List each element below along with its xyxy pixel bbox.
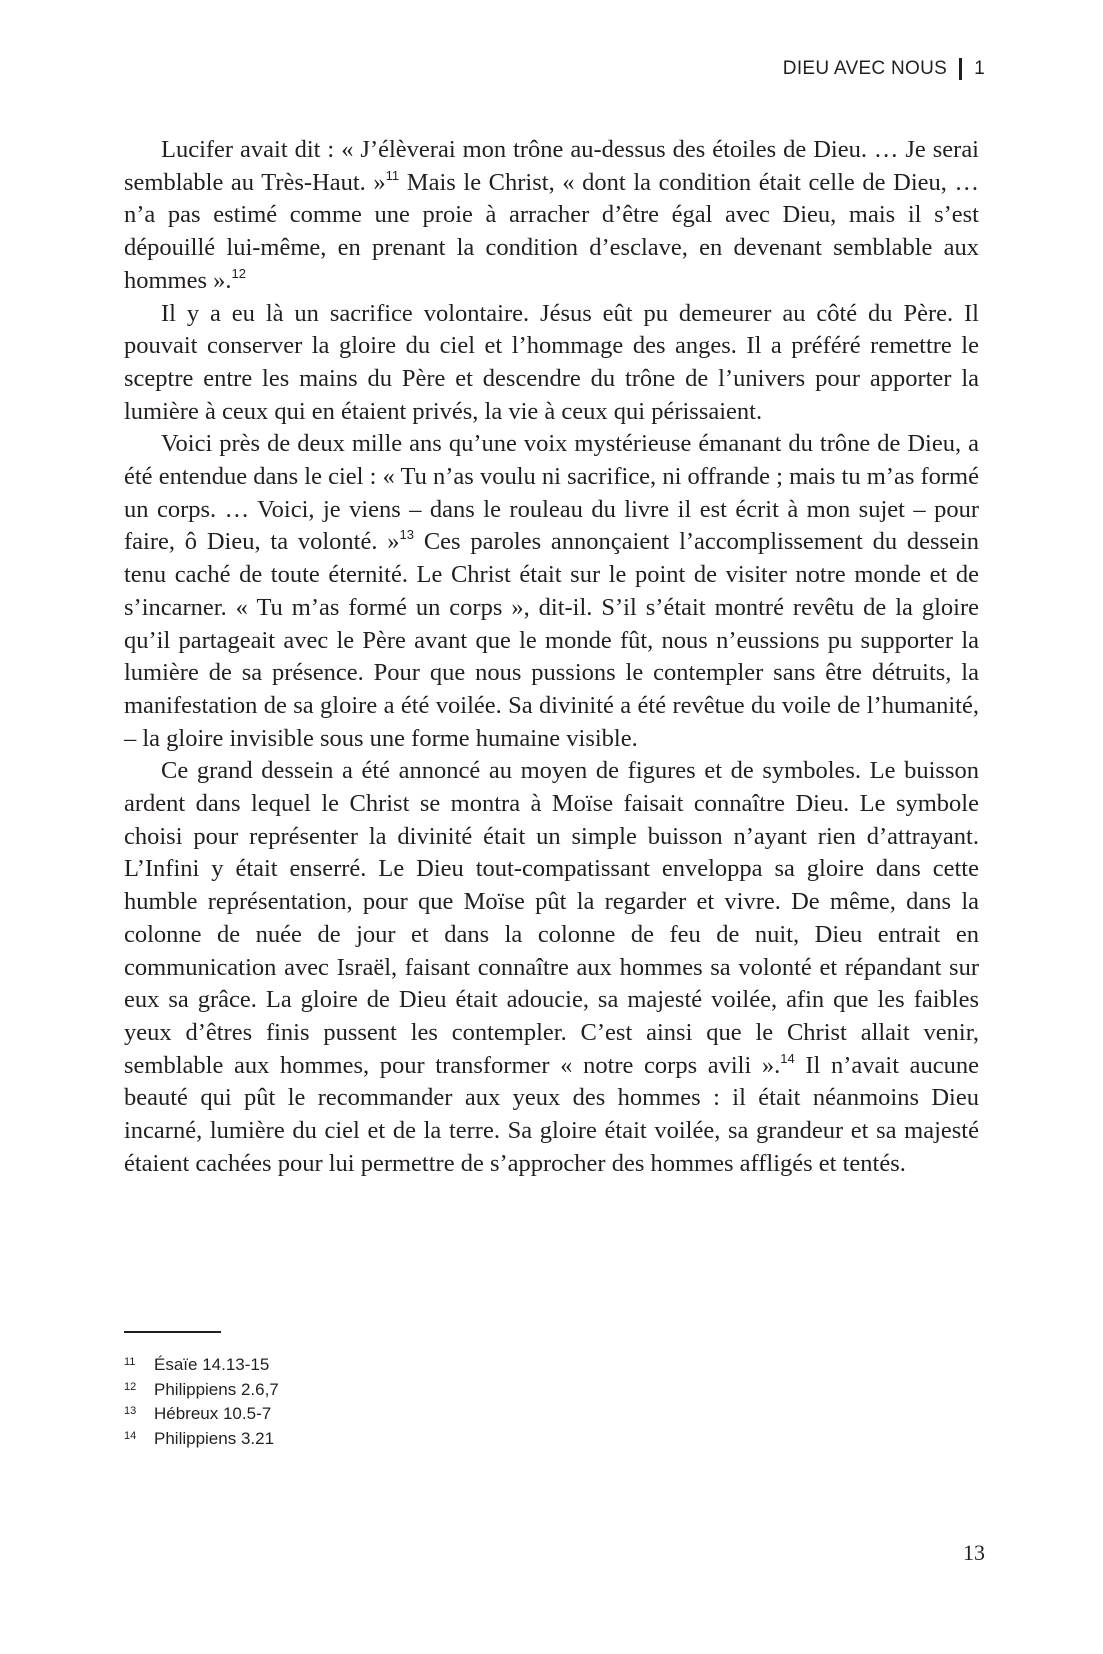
footnote-item: [124, 1378, 279, 1403]
footnote-item: [124, 1353, 279, 1378]
footnote-ref-12: 12: [231, 265, 246, 281]
paragraph-3-text-b: Ces paroles annonçaient l’accomplissement du dessein tenu caché de toute éternité. Le Christ était sur le point de visiter notre monde et de s’incarner. « Tu m’as formé un corps », dit-il. S’il s’était montré revêtu de la gloire qu’il partageait avec le Père avant que le monde fût, nous n’eussions pu supporter la lumière de sa présence. Pour que nous pussions le contempler sans être détruits, la manifestation de sa gloire a été voilée. Sa divinité a été revêtue du voile de l’humanité, – la gloire invisible sous une forme humaine visible.: [124, 528, 979, 752]
footnote-item: [124, 1427, 279, 1452]
page-number: 13: [963, 1540, 985, 1565]
footnote-ref-11: 11: [385, 167, 400, 183]
paragraph-3-text-a: Voici près de deux mille ans qu’une voix mystérieuse émanant du trône de Dieu, a été entendue dans le ciel : « Tu n’as voulu ni sacrifice, ni offrande ; mais tu m’as formé un corps. … Voici, je viens – dans le rouleau du livre il est écrit à mon sujet – pour faire, ô Dieu, ta volonté. »: [124, 430, 979, 556]
paragraph-4-text-a: Ce grand dessein a été annoncé au moyen de figures et de symboles. Le buisson ardent dans lequel le Christ se montra à Moïse faisait connaître Dieu. Le symbole choisi pour représenter la divinité était un simple buisson n’ayant rien d’attrayant. L’Infini y était enserré. Le Dieu tout-compatissant enveloppa sa gloire dans cette humble représentation, pour que Moïse pût la regarder et vivre. De même, dans la colonne de nuée de jour et dans la colonne de feu de nuit, Dieu entrait en communication avec Israël, faisant connaître aux hommes sa volonté et répandant sur eux sa grâce. La gloire de Dieu était adoucie, sa majesté voilée, afin que les faibles yeux d’êtres finis pussent les contempler. C’est ainsi que le Christ allait venir, semblable aux hommes, pour transformer « notre corps avili ».: [124, 757, 979, 1079]
running-head-chapter: 1: [974, 58, 985, 79]
paragraph-2: [124, 298, 979, 429]
footnote-number: 13: [124, 1405, 137, 1417]
paragraph-4-text-b: Il n’avait aucune beauté qui pût le recommander aux yeux des hommes : il était néanmoins Dieu incarné, lumière du ciel et de la terre. Sa gloire était voilée, sa grandeur et sa majesté étaient cachées pour lui permettre de s’approcher des hommes affligés et tentés.: [124, 1051, 979, 1177]
footnote-reference: Ésaïe 14.13-15: [154, 1355, 270, 1374]
body-text: [124, 134, 979, 1181]
footnote-number: 12: [124, 1380, 137, 1393]
footnote-reference: Philippiens 2.6,7: [154, 1379, 279, 1399]
footnote-ref-14: 14: [780, 1050, 795, 1066]
footnote-divider: [124, 1331, 221, 1333]
paragraph-1: [124, 134, 979, 298]
paragraph-4: [124, 755, 979, 1180]
running-head-title: DIEU AVEC NOUS: [782, 58, 948, 79]
paragraph-3: [124, 428, 979, 755]
running-head: [783, 58, 985, 80]
footnotes: [124, 1353, 279, 1451]
footnote-reference: Philippiens 3.21: [154, 1428, 275, 1448]
footnote-number: 14: [124, 1429, 137, 1442]
footnote-item: [124, 1402, 279, 1427]
paragraph-1-text-a: Lucifer avait dit : « J’élèverai mon trône au-dessus des étoiles de Dieu. … Je serai semblable au Très-Haut. »: [124, 136, 979, 196]
paragraph-2-text: Il y a eu là un sacrifice volontaire. Jésus eût pu demeurer au côté du Père. Il pouvait conserver la gloire du ciel et l’hommage des anges. Il a préféré remettre le sceptre entre les mains du Père et descendre du trône de l’univers pour apporter la lumière à ceux qui en étaient privés, la vie à ceux qui périssaient.: [124, 299, 979, 425]
footnote-ref-13: 13: [399, 527, 415, 543]
running-head-separator: [959, 58, 962, 80]
footnote-reference: Hébreux 10.5-7: [154, 1404, 272, 1423]
paragraph-1-text-b: Mais le Christ, « dont la condition était celle de Dieu, … n’a pas estimé comme une proie à arracher d’être égal avec Dieu, mais il s’est dépouillé lui-même, en prenant la condition d’esclave, en devenant semblable aux hommes ».: [124, 168, 979, 294]
footnote-number: 11: [124, 1356, 136, 1368]
